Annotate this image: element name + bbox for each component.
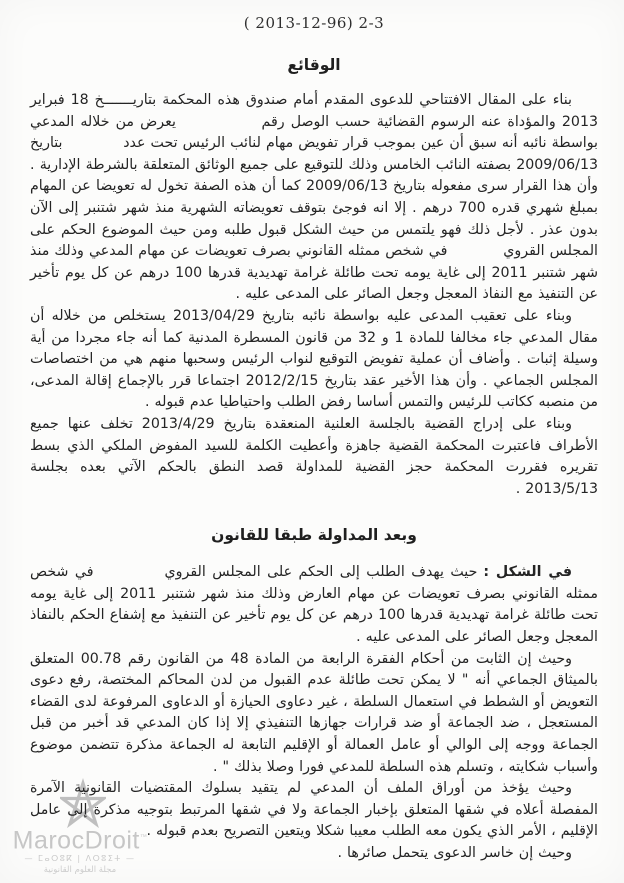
case-number: ( 2013-12-96) 2-3 [243, 14, 385, 32]
watermark-tagline: مجلة العلوم القانونية [43, 865, 117, 875]
facts-paragraph-1: بناء على المقال الافتتاحي للدعوى المقدم أمام صندوق هذه المحكمة بتاريـــــــخ 18 فبراير 2013 والمؤداة عنه الرسوم القضائية حسب الوصل رقم يعرض من خلاله المدعي بواسطة نائبه أنه سبق أن عين بموجب قرار تفويض مهام لنائب الرئيس تحت عدد بتاريخ 2009/06/13 بصفته النائب الخامس وذلك للتوقيع على جميع الوثائق المتعلقة بالشرطة الإدارية . وأن هذا القرار سرى مفعوله بتاريخ 2009/06/13 كما أن هذه الصفة تخول له تعويضا عن المهام بمبلغ شهري قدره 700 درهم . إلا انه فوجئ بتوقف تعويضاته الشهرية منذ شهر شتنبر إلى الآن بدون عذر . لأجل ذلك فهو يلتمس من حيث الشكل قبول طلبه ومن حيث الموضوع الحكم على المجلس القروي في شخص ممثله القانوني بصرف تعويضات عن مهام المدعي وذلك منذ شهر شتنبر 2011 إلى غاية يومه تحت طائلة غرامة تهديدية قدرها 100 درهم عن كل يوم تأخير عن التنفيذ مع النفاذ المعجل وجعل الصائر على المدعى عليه . [30, 92, 598, 303]
deliberation-paragraph-3: وحيث إن خاسر الدعوى يتحمل صائرها . [337, 845, 572, 861]
form-section-label: في الشكل : [483, 564, 572, 581]
deliberation-heading: وبعد المداولة طبقا للقانون [211, 526, 417, 545]
facts-paragraph-3: وبناء على إدراج القضية بالجلسة العلنية المنعقدة بتاريخ 2013/4/29 تخلف عنها جميع الأطراف فاعتبرت المحكمة القضية جاهزة وأعطيت الكلمة للسيد المفوض الملكي الذي بسط تقريره فقررت المحكمة حجز القضية للمداولة قصد النطق بالحكم الآتي بعده بجلسة 2013/5/13 . [30, 415, 598, 497]
facts-paragraph-2: وبناء على تعقيب المدعى عليه بواسطة نائبه بتاريخ 2013/04/29 يستخلص من خلاله أن مقال المدعي جاء مخالفا للمادة 1 و 32 من قانون المسطرة المدنية كما أنه جاء مجردا من أية وسيلة إثبات . وأضاف أن عملية تفويض التوقيع لنواب الرئيس وسحبها منهم هي من اختصاصات المجلس الجماعي . وأن هذا الأخير عقد بتاريخ 2012/2/15 اجتماعا قرر بالإجماع إقالة المدعى، من منصبه ككاتب للرئيس والتمس أساسا رفض الطلب واحتياطيا عدم قبوله . [30, 307, 598, 411]
facts-heading: الوقائع [287, 56, 341, 74]
deliberation-paragraph-1: وحيث إن الثابت من أحكام الفقرة الرابعة من المادة 48 من القانون رقم 00.78 المتعلق بالميثاق الجماعي أنه " لا يمكن تحت طائلة عدم القبول من لدن المحاكم المختصة، رفع دعوى التعويض أو الشطط في استعمال السلطة ، غير دعاوى الحيازة أو الدعاوى المرفوعة لدى القضاء المستعجل ، ضد الجماعة أو ضد قرارات جهازها التنفيذي إلا إذا كان المدعي قد أخبر من قبل الجماعة ووجه إلى الوالي أو عامل العمالة أو الإقليم التابعة له الجماعة مذكرة تتضمن موضوع وأسباب شكايته ، وتسلم هذه السلطة للمدعي فورا وصلا بذلك " . [30, 650, 598, 775]
watermark-tifinagh: — ⵎⴰⵔⵓⴽ | ⴷⵔⵓⵉⵜ — [24, 854, 136, 863]
form-section-text: حيث يهدف الطلب إلى الحكم على المجلس القروي في شخص ممثله القانوني بصرف تعويضات عن مهام العارض وذلك منذ شهر شتنبر 2011 إلى غاية يومه تحت طائلة غرامة تهديدية قدرها 100 درهم عن كل يوم تأخير عن التنفيذ مع إشفاع الحكم بالنفاذ المعجل وجعل الصائر على المدعى عليه . [30, 564, 598, 646]
watermark-brand-text: MarocDroit [12, 826, 140, 854]
form-paragraph [30, 562, 598, 648]
deliberation-paragraph-2: وحيث يؤخذ من أوراق الملف أن المدعي لم يتقيد بسلوك المقتضيات القانونية الآمرة المفصلة أعلاه في شقها المتعلق بإخبار الجماعة ولا في شقها المرتبط بتوجيه مذكرة إلى عامل الإقليم ، الأمر الذي يكون معه الطلب معيبا شكلا ويتعين التصريح بعدم قبوله . [30, 780, 598, 840]
watermark-trademark-mark: ™ [139, 833, 148, 841]
